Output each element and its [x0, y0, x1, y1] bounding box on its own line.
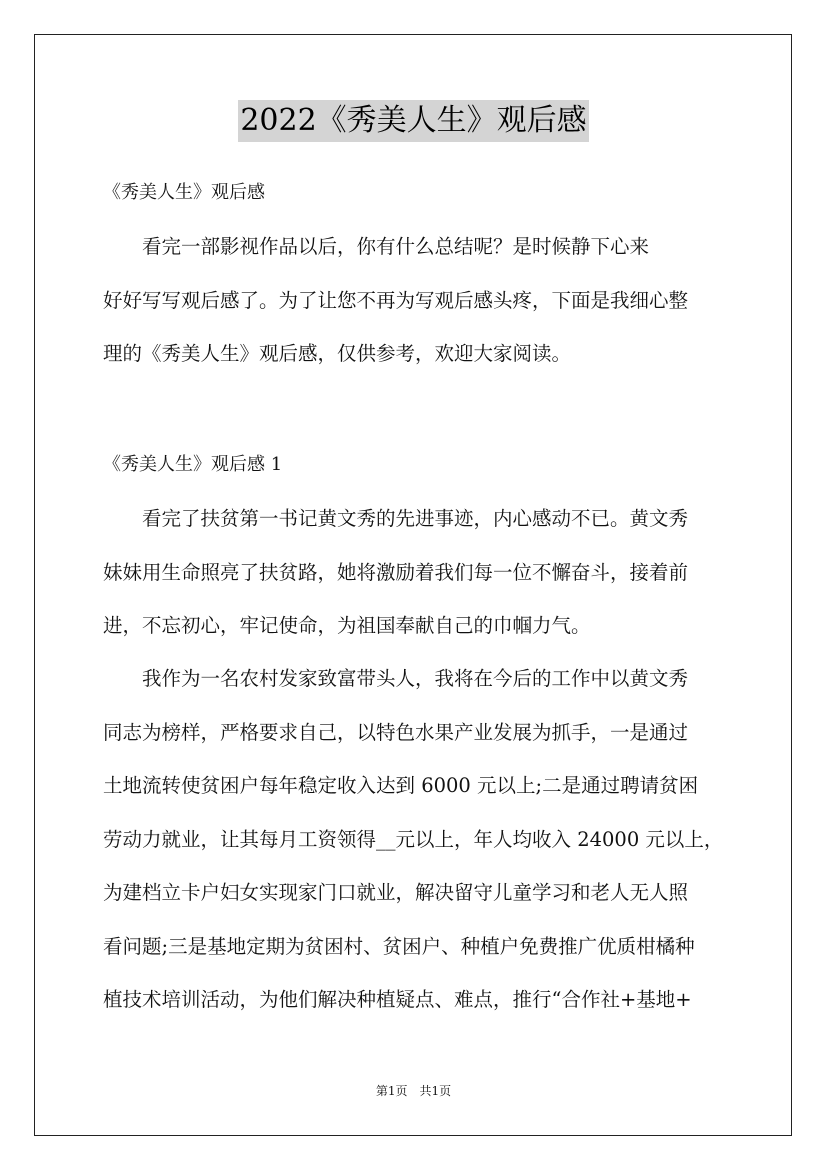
paragraph-2	[103, 652, 743, 1027]
paragraph-line: 植技术培训活动，为他们解决种植疑点、难点，推行“合作社+基地+	[103, 988, 692, 1011]
section-heading: 《秀美人生》观后感 1	[103, 454, 283, 475]
main-heading: 《秀美人生》观后感	[103, 182, 265, 203]
page-footer: 第1页 共1页	[375, 1084, 452, 1098]
paragraph-line: 看问题;三是基地定期为贫困村、贫困户、种植户免费推广优质柑橘种	[103, 934, 695, 958]
document-title: 2022《秀美人生》观后感	[238, 100, 588, 142]
paragraph-line: 为建档立卡户妇女实现家门口就业，解决留守儿童学习和老人无人照	[103, 881, 689, 904]
paragraph-line: 妹妹用生命照亮了扶贫路，她将激励着我们每一位不懈奋斗，接着前	[103, 560, 689, 584]
intro-line: 看完一部影视作品以后，你有什么总结呢？是时候静下心来	[103, 235, 650, 258]
intro-paragraph	[103, 220, 743, 381]
paragraph-line: 土地流转使贫困户每年稳定收入达到 6000 元以上;二是通过聘请贫困	[103, 774, 699, 797]
paragraph-line: 同志为榜样，严格要求自己，以特色水果产业发展为抓手，一是通过	[103, 720, 689, 744]
paragraph-line: 看完了扶贫第一书记黄文秀的先进事迹，内心感动不已。黄文秀	[103, 507, 689, 530]
paragraph-line: 我作为一名农村发家致富带头人，我将在今后的工作中以黄文秀	[103, 667, 689, 690]
intro-line: 好好写写观后感了。为了让您不再为写观后感头疼，下面是我细心整	[103, 288, 689, 312]
paragraph-line: 进，不忘初心，牢记使命，为祖国奉献自己的巾帼力气。	[103, 614, 591, 637]
title-wrap	[0, 100, 827, 142]
paragraph-line: 劳动力就业，让其每月工资领得__元以上，年人均收入 24000 元以上，	[103, 827, 724, 851]
intro-line: 理的《秀美人生》观后感，仅供参考，欢迎大家阅读。	[103, 342, 572, 365]
paragraph-1	[103, 492, 743, 653]
